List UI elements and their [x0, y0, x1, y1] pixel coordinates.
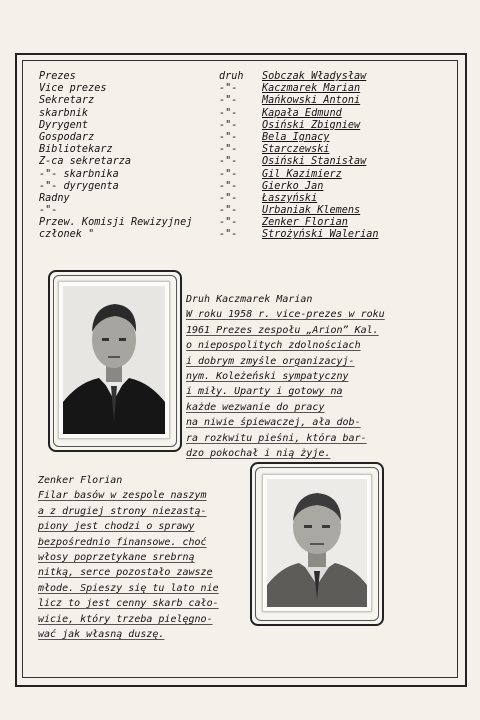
roster-name: Osiński Stanisław: [262, 156, 367, 168]
roster-name: Starczewski: [262, 144, 330, 156]
roster-row: [37, 83, 437, 95]
biography-line: piony jest chodzi o sprawy: [38, 521, 195, 533]
roster-name: Łaszyński: [262, 192, 318, 204]
biography-kaczmarek: [186, 292, 385, 461]
biography-line: wać jak własną duszę.: [38, 629, 165, 641]
roster-row: [37, 108, 437, 120]
roster-name: Zenker Florian: [262, 217, 348, 229]
roster-name: Urbaniak Klemens: [262, 205, 361, 217]
roster-role: Vice prezes: [39, 83, 107, 95]
biography-zenker: [38, 473, 219, 642]
roster-name: Sobczak Władysław: [262, 71, 367, 82]
roster-title: -"-: [219, 83, 238, 95]
roster-role: Prezes: [39, 71, 76, 82]
biography-line: i dobrym zmyśle organizacyj-: [186, 355, 355, 367]
roster-role: Bibliotekarz: [39, 144, 113, 156]
biography-heading: Zenker Florian: [38, 475, 123, 486]
roster-role: Radny: [39, 192, 70, 204]
roster-name: Gierko Jan: [262, 180, 324, 192]
roster-title: -"-: [219, 217, 238, 229]
roster-role: skarbnik: [39, 107, 89, 119]
roster-role: -"-: [39, 205, 58, 217]
roster-name: Kapała Edmund: [262, 107, 342, 119]
roster-role: Z-ca sekretarza: [39, 156, 132, 168]
roster-title: -"-: [219, 107, 238, 119]
roster-row: [37, 132, 437, 144]
roster-name: Osiński Zbigniew: [262, 119, 361, 131]
roster-row: [37, 205, 437, 217]
roster-row: [37, 144, 437, 156]
biography-line: na niwie śpiewaczej, ała dob-: [186, 417, 361, 429]
roster-name: Mańkowski Antoni: [262, 95, 361, 107]
portrait-photo-zenker: [262, 474, 372, 612]
biography-line: o niepospolitych zdolnościach: [186, 340, 361, 352]
biography-line: każde wezwanie do pracy: [186, 401, 325, 413]
roster-title: -"-: [219, 131, 238, 143]
biography-line: bezpośrednio finansowe. choć: [38, 536, 207, 548]
roster-role: Przew. Komisji Rewizyjnej: [39, 217, 193, 229]
roster-name: Strożyński Walerian: [262, 229, 379, 241]
roster-title: -"-: [219, 119, 238, 131]
roster-role: Sekretarz: [39, 95, 95, 107]
roster-name: Gil Kazimierz: [262, 168, 342, 180]
roster-title: druh: [219, 71, 244, 82]
roster-row: [37, 169, 437, 181]
roster-row: [37, 120, 437, 132]
roster-row: [37, 71, 437, 83]
biography-line: a z drugiej strony niezastą-: [38, 505, 207, 517]
biography-line: 1961 Prezes zespołu „Arion” Kal.: [186, 324, 379, 336]
roster-name: Bela Ignacy: [262, 131, 330, 143]
roster-title: -"-: [219, 205, 238, 217]
roster-row: [37, 193, 437, 205]
roster-title: -"-: [219, 192, 238, 204]
roster-row: [37, 95, 437, 107]
roster-role: -"- skarbnika: [39, 168, 119, 180]
roster-title: -"-: [219, 168, 238, 180]
roster-name: Kaczmarek Marian: [262, 83, 361, 95]
biography-line: licz to jest cenny skarb cało-: [38, 598, 219, 610]
biography-line: nym. Koleżeński sympatyczny: [186, 371, 349, 383]
biography-line: W roku 1958 r. vice-prezes w roku: [186, 309, 385, 321]
roster-role: członek ": [39, 229, 95, 241]
board-roster: [37, 71, 437, 242]
roster-title: -"-: [219, 229, 238, 241]
biography-line: Filar basów w zespole naszym: [38, 490, 207, 502]
roster-role: Dyrygent: [39, 119, 89, 131]
roster-role: -"- dyrygenta: [39, 180, 119, 192]
roster-row: [37, 229, 437, 241]
roster-role: Gospodarz: [39, 131, 95, 143]
biography-line: wicie, który trzeba pielęgno-: [38, 613, 213, 625]
biography-line: nitką, serce pozostało zawsze: [38, 567, 213, 579]
biography-heading: Druh Kaczmarek Marian: [186, 294, 313, 305]
roster-row: [37, 217, 437, 229]
biography-line: dzo pokochał i nią żyje.: [186, 448, 331, 460]
roster-title: -"-: [219, 180, 238, 192]
roster-row: [37, 181, 437, 193]
roster-row: [37, 156, 437, 168]
biography-line: młode. Spieszy się tu lato nie: [38, 582, 219, 594]
roster-title: -"-: [219, 156, 238, 168]
biography-line: włosy poprzetykane srebrną: [38, 552, 195, 564]
biography-line: i miły. Uparty i gotowy na: [186, 386, 343, 398]
roster-title: -"-: [219, 95, 238, 107]
roster-title: -"-: [219, 144, 238, 156]
biography-line: ra rozkwitu pieśni, która bar-: [186, 432, 367, 444]
portrait-photo-kaczmarek: [58, 281, 170, 439]
